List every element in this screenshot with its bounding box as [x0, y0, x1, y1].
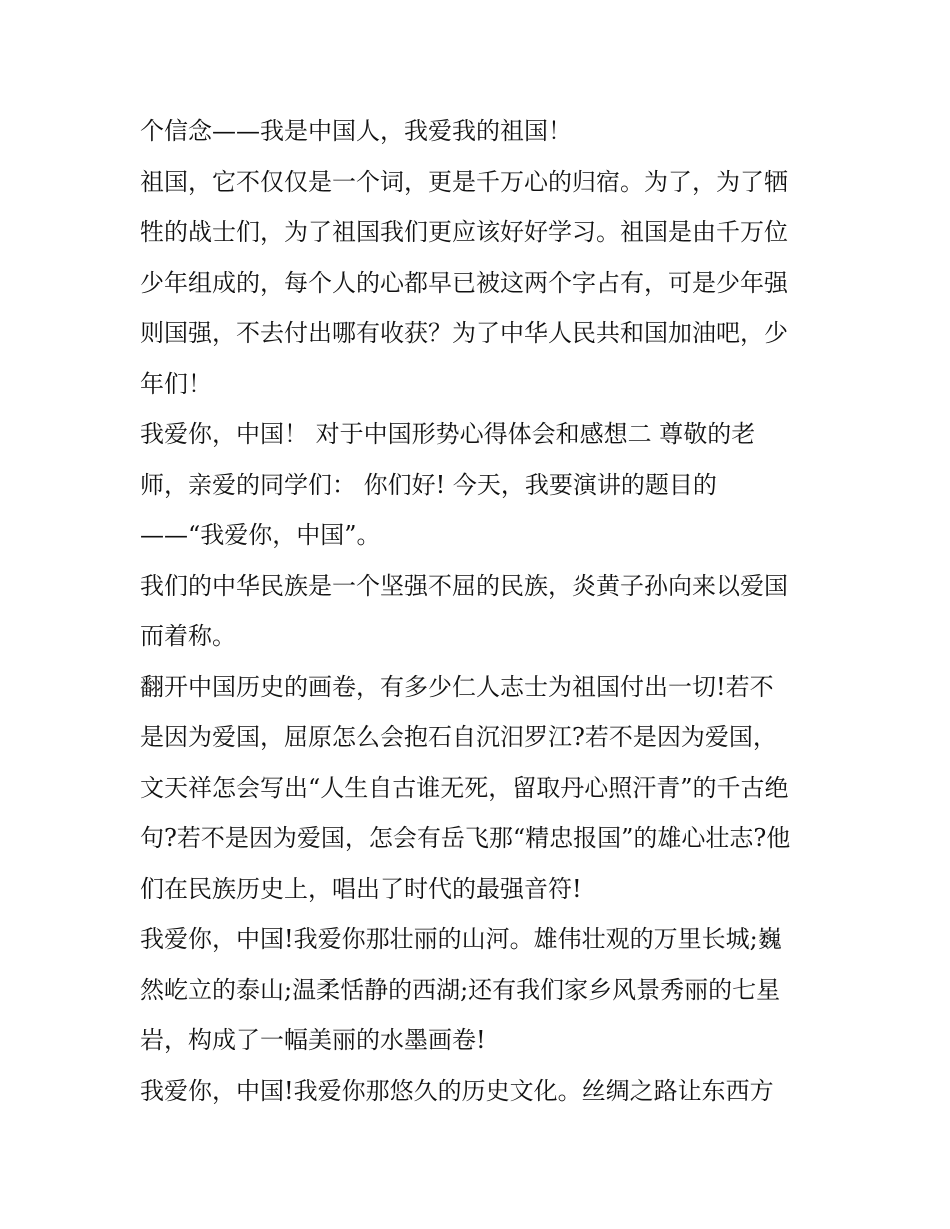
text-line: 祖国，它不仅仅是一个词，更是千万心的归宿。为了，为了牺	[140, 167, 788, 196]
text-line: 是因为爱国，屈原怎么会抱石自沉汨罗江?若不是因为爱国，	[140, 723, 777, 751]
text-line: 我们的中华民族是一个坚强不屈的民族，炎黄子孙向来以爱国	[140, 571, 788, 600]
text-line: ——“我爱你，中国”。	[140, 521, 381, 549]
text-line: 然屹立的泰山;温柔恬静的西湖;还有我们家乡风景秀丽的七星	[140, 975, 781, 1004]
text-line: 我爱你，中国!我爱你那悠久的历史文化。丝绸之路让东西方	[140, 1076, 774, 1105]
document-body	[140, 106, 820, 1116]
text-line: 牲的战士们，为了祖国我们更应该好好学习。祖国是由千万位	[140, 218, 788, 246]
text-line: 我爱你，中国!我爱你那壮丽的山河。雄伟壮观的万里长城;巍	[140, 925, 782, 953]
text-line: 则国强，不去付出哪有收获？为了中华人民共和国加油吧，少	[140, 319, 788, 347]
text-line: 我爱你，中国！ 对于中国形势心得体会和感想二 尊敬的老	[140, 420, 756, 448]
text-line: 文天祥怎会写出“人生自古谁无死，留取丹心照汗青”的千古绝	[140, 773, 789, 802]
text-line: 师，亲爱的同学们： 你们好! 今天，我要演讲的题目的	[140, 470, 717, 499]
text-line: 翻开中国历史的画卷，有多少仁人志士为祖国付出一切!若不	[140, 672, 774, 701]
text-line: 少年组成的，每个人的心都早已被这两个字占有，可是少年强	[140, 268, 788, 297]
text-line: 们在民族历史上，唱出了时代的最强音符!	[140, 874, 582, 903]
text-line: 而着称。	[140, 622, 236, 650]
text-line: 句?若不是因为爱国，怎会有岳飞那“精忠报国”的雄心壮志?他	[140, 824, 791, 852]
text-line: 年们！	[140, 369, 212, 398]
text-line: 岩，构成了一幅美丽的水墨画卷!	[140, 1026, 486, 1054]
text-line: 个信念——我是中国人，我爱我的祖国！	[140, 117, 572, 145]
